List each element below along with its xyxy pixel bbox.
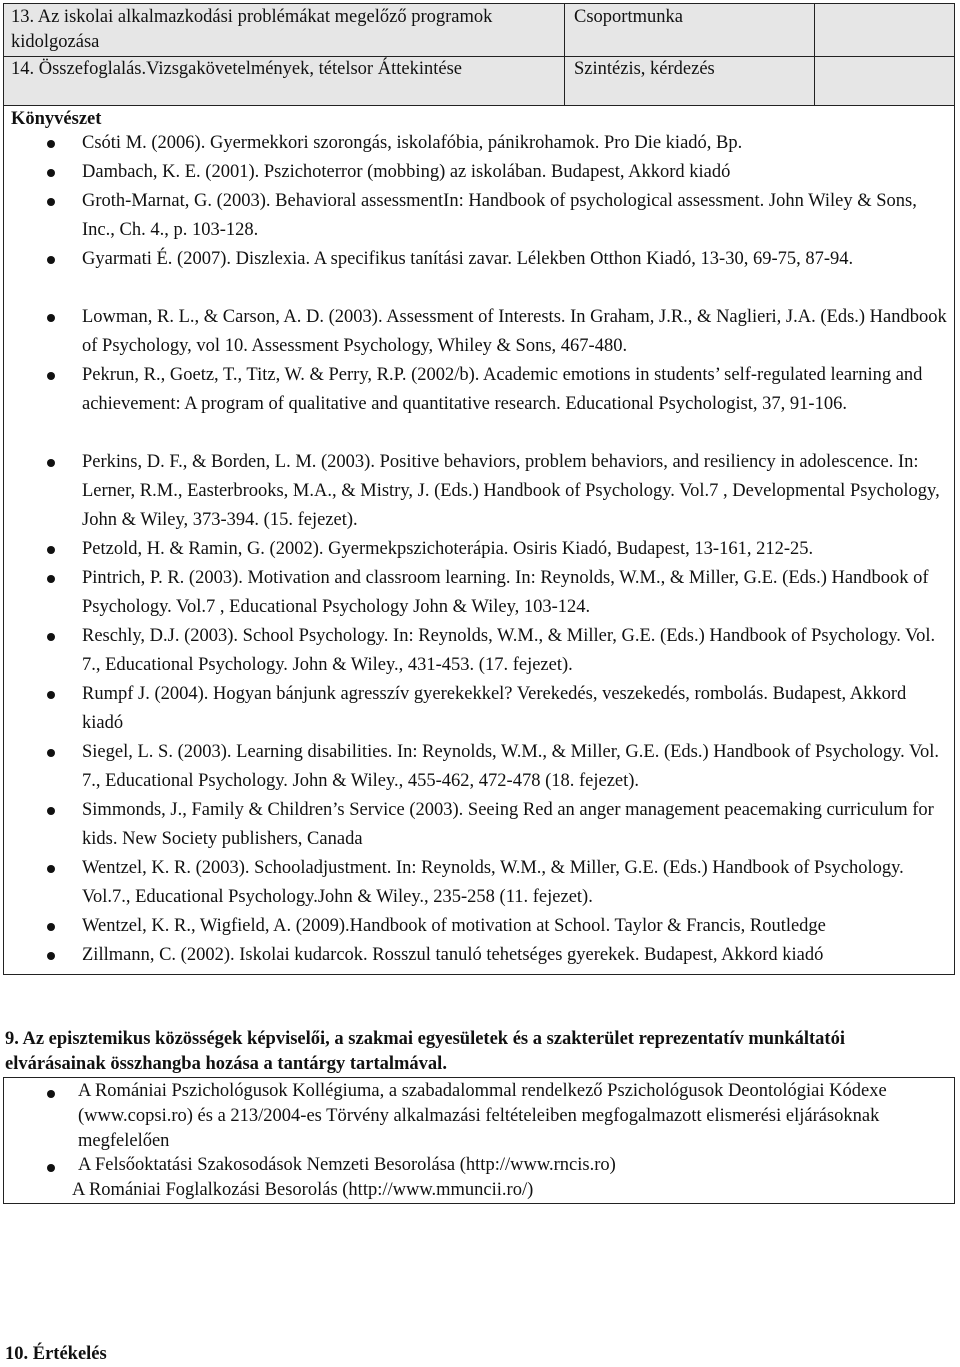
bullet-icon bbox=[47, 198, 55, 206]
bibliography-heading: Könyvészet bbox=[11, 109, 102, 129]
bullet-icon bbox=[47, 140, 55, 148]
bullet-icon bbox=[47, 256, 55, 264]
section-9-item: A Felsőoktatási Szakosodások Nemzeti Besorolása (http://www.rncis.ro) bbox=[78, 1155, 616, 1175]
reference-item: Groth-Marnat, G. (2003). Behavioral assessmentIn: Handbook of psychological assessment. John Wiley & Sons, Inc., Ch. 4., p. 103-128. bbox=[82, 191, 917, 240]
bullet-icon bbox=[47, 372, 55, 380]
reference-item: Simmonds, J., Family & Children’s Service (2003). Seeing Red an anger management peacemaking curriculum for kids. New Society publishers, Canada bbox=[82, 800, 934, 849]
column-divider bbox=[814, 4, 815, 105]
bullet-icon bbox=[47, 314, 55, 322]
bullet-icon bbox=[47, 952, 55, 960]
method-cell-14: Szintézis, kérdezés bbox=[574, 59, 715, 79]
bullet-icon bbox=[47, 807, 55, 815]
section-9-heading: 9. Az episztemikus közösségek képviselői, a szakmai egyesületek és a szakterület reprezentatív munkáltatói elvárásainak összhangba hozása a tantárgy tartalmával. bbox=[5, 1029, 845, 1074]
reference-item: Gyarmati É. (2007). Diszlexia. A specifikus tanítási zavar. Lélekben Otthon Kiadó, 13-30, 69-75, 87-94. bbox=[82, 249, 854, 269]
topic-cell-13: 13. Az iskolai alkalmazkodási problémákat megelőző programok kidolgozása bbox=[11, 7, 493, 52]
bullet-icon bbox=[47, 169, 55, 177]
bullet-icon bbox=[47, 546, 55, 554]
reference-item: Lowman, R. L., & Carson, A. D. (2003). Assessment of Interests. In Graham, J.R., & Naglieri, J.A. (Eds.) Handbook of Psychology, vol 10. Assessment Psychology, Whiley & Sons, 467-480. bbox=[82, 307, 947, 356]
reference-item: Csóti M. (2006). Gyermekkori szorongás, iskolafóbia, pánikrohamok. Pro Die kiadó, Bp. bbox=[82, 133, 743, 153]
section-10-heading: 10. Értékelés bbox=[5, 1344, 107, 1364]
section-9-table bbox=[3, 1077, 955, 1204]
bullet-icon bbox=[47, 633, 55, 641]
section-9-item: A Romániai Pszichológusok Kollégiuma, a szabadalommal rendelkező Pszichológusok Deontológiai Kódexe (www.copsi.ro) és a 213/2004-es Törvény alkalmazási feltételeiben megfogalmazott elismerési eljárásoknak megfelelően bbox=[78, 1081, 887, 1151]
reference-item: Zillmann, C. (2002). Iskolai kudarcok. Rosszul tanuló tehetséges gyerekek. Budapest, Akkord kiadó bbox=[82, 945, 824, 965]
table-row-13 bbox=[4, 4, 954, 56]
reference-item: Siegel, L. S. (2003). Learning disabilities. In: Reynolds, W.M., & Miller, G.E. (Eds.) Handbook of Psychology. Vol. 7., Educational Psychology. John & Wiley., 455-462, 472-478 (18. fejezet). bbox=[82, 742, 940, 791]
section-9-extra-line: A Romániai Foglalkozási Besorolás (http://www.mmuncii.ro/) bbox=[72, 1180, 534, 1200]
bullet-icon bbox=[47, 1090, 55, 1098]
method-cell-13: Csoportmunka bbox=[574, 7, 683, 27]
reference-item: Petzold, H. & Ramin, G. (2002). Gyermekpszichoterápia. Osiris Kiadó, Budapest, 13-161, 212-25. bbox=[82, 539, 814, 559]
reference-item: Pekrun, R., Goetz, T., Titz, W. & Perry, R.P. (2002/b). Academic emotions in students’ self-regulated learning and achievement: A program of qualitative and quantitative research. Educational Psychologist, 37, 91-106. bbox=[82, 365, 923, 414]
topic-table bbox=[3, 3, 955, 975]
bullet-icon bbox=[47, 575, 55, 583]
reference-item: Wentzel, K. R. (2003). Schooladjustment. In: Reynolds, W.M., & Miller, G.E. (Eds.) Handbook of Psychology. Vol.7., Educational Psychology.John & Wiley., 235-258 (11. fejezet). bbox=[82, 858, 904, 907]
bullet-icon bbox=[47, 865, 55, 873]
reference-item: Rumpf J. (2004). Hogyan bánjunk agresszív gyerekekkel? Verekedés, veszekedés, rombolás. Budapest, Akkord kiadó bbox=[82, 684, 907, 733]
column-divider bbox=[564, 4, 565, 105]
reference-item: Pintrich, P. R. (2003). Motivation and classroom learning. In: Reynolds, W.M., & Miller, G.E. (Eds.) Handbook of Psychology. Vol.7 , Educational Psychology John & Wiley, 103-124. bbox=[82, 568, 929, 617]
row-divider bbox=[4, 105, 954, 106]
reference-item: Perkins, D. F., & Borden, L. M. (2003). Positive behaviors, problem behaviors, and resiliency in adolescence. In: Lerner, R.M., Easterbrooks, M.A., & Mistry, J. (Eds.) Handbook of Psychology. Vol.7 , Developmental Psychology, John & Wiley, 373-394. (15. fejezet). bbox=[82, 452, 940, 530]
bullet-icon bbox=[47, 1164, 55, 1172]
bullet-icon bbox=[47, 691, 55, 699]
topic-cell-14: 14. Összefoglalás.Vizsgakövetelmények, tételsor Áttekintése bbox=[11, 59, 462, 79]
reference-item: Wentzel, K. R., Wigfield, A. (2009).Handbook of motivation at School. Taylor & Francis, Routledge bbox=[82, 916, 826, 936]
reference-item: Dambach, K. E. (2001). Pszichoterror (mobbing) az iskolában. Budapest, Akkord kiadó bbox=[82, 162, 731, 182]
table-row-14 bbox=[4, 57, 954, 105]
reference-item: Reschly, D.J. (2003). School Psychology. In: Reynolds, W.M., & Miller, G.E. (Eds.) Handbook of Psychology. Vol. 7., Educational Psychology. John & Wiley., 431-453. (17. fejezet). bbox=[82, 626, 936, 675]
bullet-icon bbox=[47, 749, 55, 757]
bullet-icon bbox=[47, 923, 55, 931]
bullet-icon bbox=[47, 459, 55, 467]
